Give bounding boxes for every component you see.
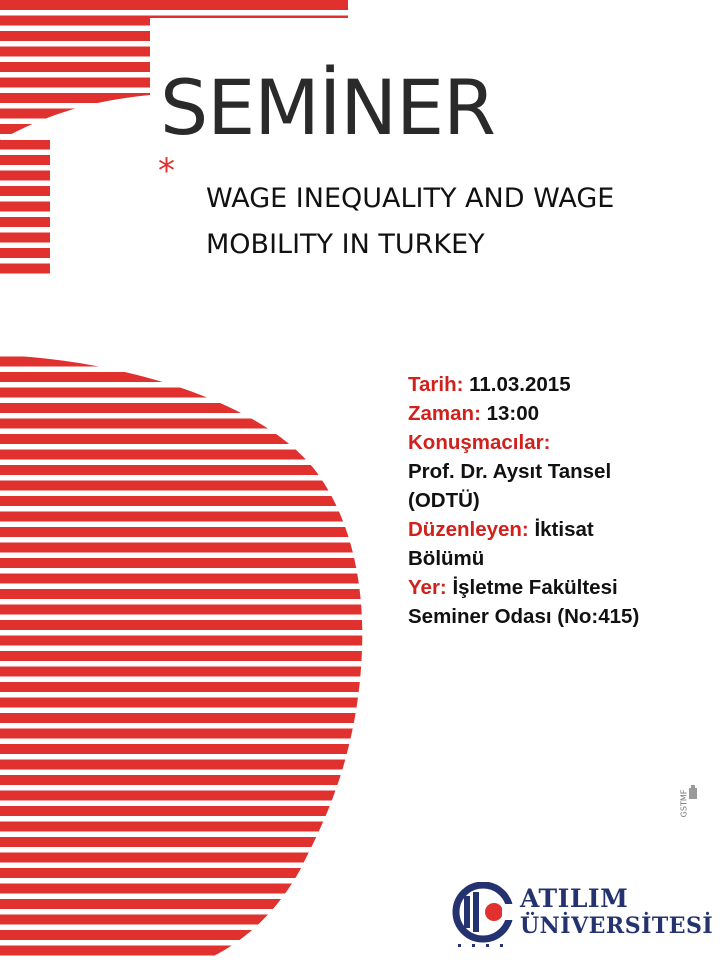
talk-title-line-2: MOBILITY IN TURKEY [206, 229, 485, 260]
organizer-row [408, 515, 718, 544]
stripe [0, 155, 720, 165]
time-row [408, 399, 718, 428]
building-icon [688, 785, 698, 799]
stripe [0, 326, 720, 336]
stripe [0, 698, 720, 708]
location-room: Seminer Odası (No:415) [408, 605, 640, 628]
organizer-value: İktisat [534, 518, 594, 541]
date-row [408, 370, 718, 399]
speaker-name: Prof. Dr. Aysıt Tansel [408, 460, 612, 483]
time-label: Zaman: [408, 402, 481, 425]
logo-line-2: ÜNİVERSİTESİ [520, 913, 714, 939]
speakers-label: Konuşmacılar: [408, 431, 551, 454]
organizer-value-line-2: Bölümü [408, 547, 485, 570]
stripe [0, 822, 720, 832]
stripe [0, 868, 720, 878]
stripe [0, 651, 720, 661]
stripe [0, 31, 720, 41]
stripe [0, 837, 720, 847]
stripe [0, 636, 720, 646]
stripe [0, 853, 720, 863]
speaker-affiliation: (ODTÜ) [408, 489, 480, 512]
talk-title [206, 176, 711, 268]
location-row [408, 573, 718, 602]
time-value: 13:00 [486, 402, 540, 425]
stripe [0, 667, 720, 677]
stripe [0, 357, 720, 367]
stripe [0, 744, 720, 754]
university-emblem-icon [450, 882, 516, 952]
seminar-heading: SEMİNER [160, 63, 495, 152]
stripe [0, 279, 720, 289]
stripe [0, 713, 720, 723]
asterisk-mark: * [158, 151, 175, 191]
stripe [0, 16, 720, 26]
stripe [0, 0, 720, 10]
location-label: Yer: [408, 576, 447, 599]
university-logo [450, 882, 714, 952]
stripe [0, 295, 720, 305]
logo-line-1: ATILIM [520, 884, 629, 913]
speakers-row [408, 428, 718, 457]
location-value: İşletme Fakültesi [452, 576, 618, 599]
stripe [0, 47, 720, 57]
stripe [0, 729, 720, 739]
gstmf-badge [676, 785, 702, 833]
stripe [0, 310, 720, 320]
organizer-label: Düzenleyen: [408, 518, 529, 541]
date-value: 11.03.2015 [469, 373, 571, 396]
stripe [0, 341, 720, 351]
talk-title-line-1: WAGE INEQUALITY AND WAGE [206, 183, 615, 214]
seminar-details [408, 370, 718, 631]
gstmf-text: GSTMF [679, 789, 689, 818]
stripe [0, 682, 720, 692]
date-label: Tarih: [408, 373, 464, 396]
